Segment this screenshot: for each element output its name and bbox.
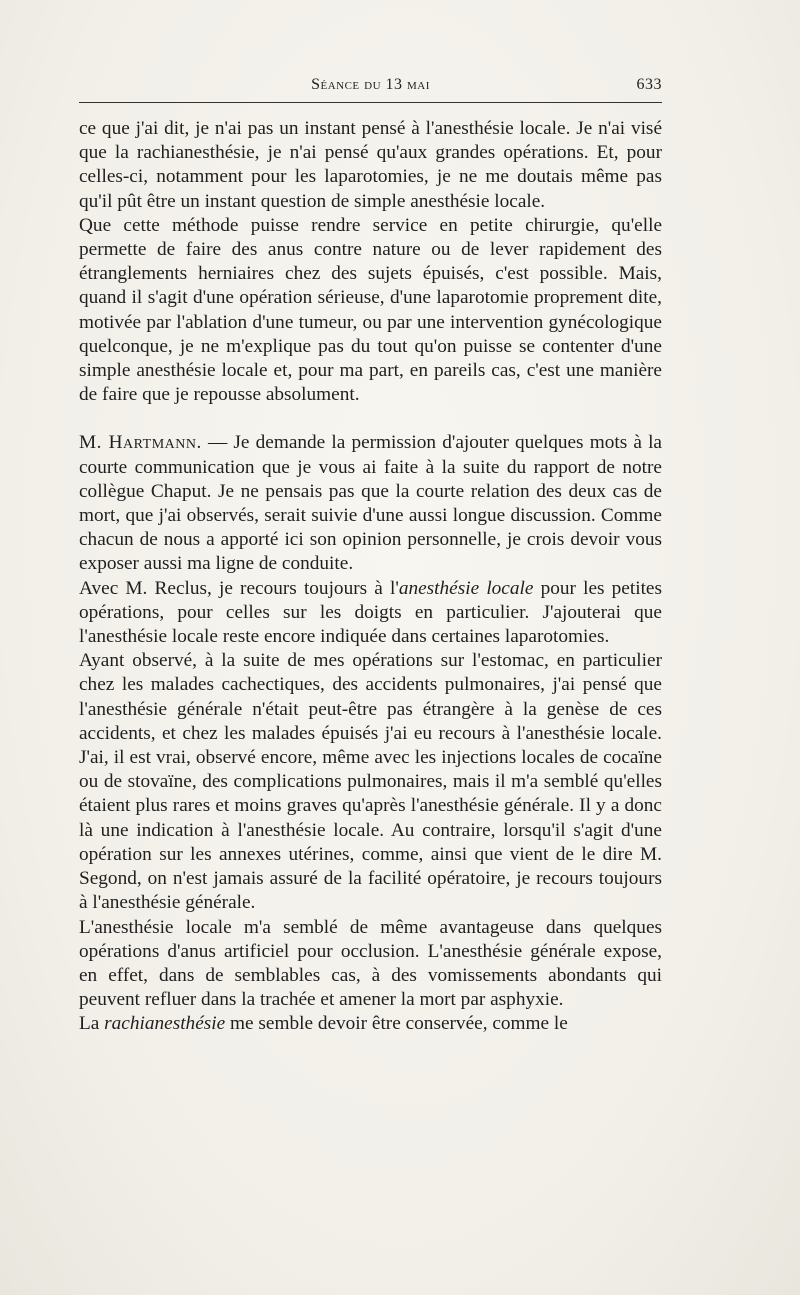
header-rule bbox=[79, 102, 662, 103]
paragraph-5: Ayant observé, à la suite de mes opérations sur l'estomac, en particulier chez les malades cachectiques, des accidents pulmonaires, j'ai pensé que l'anesthésie générale n'était peut-être pas étrangère à la genèse de ces accidents, et chez les malades épuisés j'ai eu recours à l'anesthésie locale. J'ai, il est vrai, observé encore, même avec les injections locales de cocaïne ou de stovaïne, des complications pulmonaires, mais il m'a semblé qu'elles étaient plus rares et moins graves qu'après l'anesthésie générale. Il y a donc là une indication à l'anesthésie locale. Au contraire, lorsqu'il s'agit d'une opération sur les annexes utérines, comme, ainsi que vient de le dire M. Segond, on n'est jamais assuré de la facilité opératoire, je recours toujours à l'anesthésie générale. bbox=[79, 650, 662, 914]
paragraph-3-text: — Je demande la permission d'ajouter quelques mots à la courte communication que je vous ai faite à la suite du rapport de notre collègue Chaput. Je ne pensais pas que la courte relation des deux cas de mort, que j'ai observés, serait suivie d'une aussi longue discussion. Comme chacun de nous a apporté ici son opinion personnelle, je crois devoir vous exposer aussi ma ligne de conduite. bbox=[79, 432, 662, 575]
body-text bbox=[79, 117, 662, 1037]
running-header bbox=[79, 68, 662, 98]
paragraph-7-emphasis: rachianesthésie bbox=[104, 1013, 226, 1035]
paragraph-7-a: La bbox=[79, 1013, 105, 1035]
paragraph-4-a: Avec M. Reclus, je recours toujours à l' bbox=[79, 577, 399, 599]
page-number: 633 bbox=[636, 76, 662, 93]
running-title-month: mai bbox=[407, 76, 430, 93]
paragraph-7 bbox=[79, 1012, 662, 1036]
paragraph-2: Que cette méthode puisse rendre service en petite chirurgie, qu'elle permette de faire des anus contre nature ou de lever rapidement des étranglements herniaires chez des sujets épuisés, c'est possible. Mais, quand il s'agit d'une opération sérieuse, d'une laparotomie proprement dite, motivée par l'ablation d'une tumeur, ou par une intervention gynécologique quelconque, je ne m'explique pas du tout qu'on puisse se contenter d'une simple anesthésie locale et, pour ma part, en pareils cas, c'est une manière de faire que je repousse absolument. bbox=[79, 214, 662, 406]
paragraph-4-b: pour les petites opérations, pour celles sur les doigts en particulier. J'ajouterai que l'anesthésie locale reste encore indiquée dans certaines laparotomies. bbox=[79, 577, 662, 648]
paragraph-4-emphasis: anesthésie locale bbox=[398, 577, 534, 599]
book-page bbox=[79, 68, 662, 1037]
running-title-day: 13 bbox=[385, 76, 403, 93]
paragraph-7-b: me semble devoir être conservée, comme le bbox=[225, 1013, 568, 1035]
running-title-prefix: Séance du bbox=[311, 76, 382, 93]
paragraph-1: ce que j'ai dit, je n'ai pas un instant pensé à l'anesthésie locale. Je n'ai visé que la rachianesthésie, je n'ai pensé qu'aux grandes opérations. Et, pour celles-ci, notamment pour les laparotomies, je ne me doutais même pas qu'il pût être un instant question de simple anesthésie locale. bbox=[79, 118, 662, 212]
paragraph-6: L'anesthésie locale m'a semblé de même avantageuse dans quelques opérations d'anus artificiel pour occlusion. L'anesthésie générale expose, en effet, dans de semblables cas, à des vomissements abondants qui peuvent refluer dans la trachée et amener la mort par asphyxie. bbox=[79, 916, 662, 1011]
running-title bbox=[79, 76, 662, 94]
speaker-name: M. Hartmann. bbox=[79, 432, 202, 454]
paragraph-3 bbox=[79, 431, 662, 576]
paragraph-4 bbox=[79, 577, 662, 650]
